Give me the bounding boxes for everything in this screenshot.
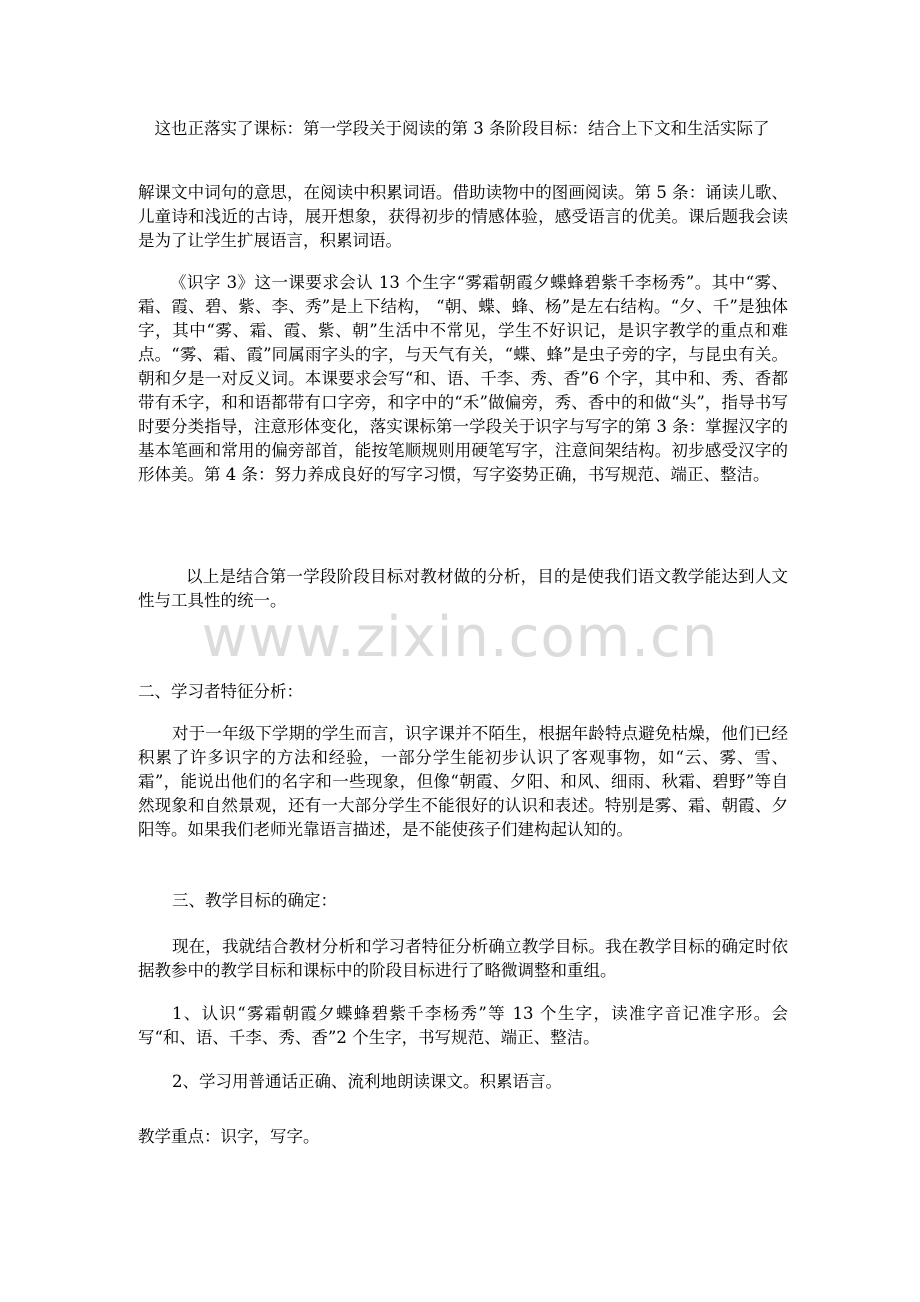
teaching-focus: 教学重点：识字，写字。 — [138, 1127, 320, 1146]
goal-item-2: 2、学习用普通话正确、流利地朗读课文。积累语言。 — [172, 1072, 562, 1091]
watermark: www.zixin.com.cn — [201, 605, 719, 670]
paragraph-learner-analysis: 对于一年级下学期的学生而言，识字课并不陌生，根据年龄特点避免枯燥，他们已经积累了许多识字的方法和经验，一部分学生能初步认识了客观事物，如“云、雾、雪、霜”，能说出他们的名字和一些现象，但像“朝霞、夕阳、和风、细雨、秋霜、碧野”等自然现象和自然景观，还有一大部分学生不能很好的认识和表述。特别是雾、霜、朝霞、夕阳等。如果我们老师光靠语言描述，是不能使孩子们建构起认知的。 — [138, 724, 788, 839]
paragraph-summary: 以上是结合第一学段阶段目标对教材做的分析，目的是使我们语文教学能达到人文性与工具性的统一。 — [138, 567, 788, 610]
goal-item-1: 1、认识“雾霜朝霞夕蝶蜂碧紫千李杨秀”等 13 个生字，读准字音记准字形。会写“和、语、千李、秀、香”2 个生字，书写规范、端正、整洁。 — [138, 1004, 788, 1047]
paragraph-goals-intro: 现在，我就结合教材分析和学习者特征分析确立教学目标。我在教学目标的确定时依据教参中的教学目标和课标中的阶段目标进行了略微调整和重组。 — [138, 937, 788, 980]
section-heading-teaching-goals: 三、教学目标的确定： — [172, 891, 337, 910]
section-heading-learner-analysis: 二、学习者特征分析： — [138, 682, 303, 701]
paragraph-lesson-analysis: 《识字 3》这一课要求会认 13 个生字“雾霜朝霞夕蝶蜂碧紫千李杨秀”。其中“雾、霜、霞、碧、紫、李、秀”是上下结构， “朝、蝶、蜂、杨”是左右结构。“夕、千”是独体字，其中“雾、霜、霞、紫、朝”生活中不常见，学生不好识记，是识字教学的重点和难点。“雾、霜、霞”同属雨字头的字，与天气有关，“蝶、蜂”是虫子旁的字，与昆虫有关。朝和夕是一对反义词。本课要求会写“和、语、千李、秀、香”6 个字，其中和、秀、香都带有禾字，和和语都带有口字旁，和字中的“禾”做偏旁，秀、香中的和做“头”，指导书写时要分类指导，注意形体变化，落实课标第一学段关于识字与写字的第 3 条：掌握汉字的基本笔画和常用的偏旁部首，能按笔顺规则用硬笔写字，注意间架结构。初步感受汉字的形体美。第 4 条：努力养成良好的写字习惯，写字姿势正确，书写规范、端正、整洁。 — [138, 273, 788, 484]
paragraph-word-meaning: 解课文中词句的意思，在阅读中积累词语。借助读物中的图画阅读。第 5 条：诵读儿歌、儿童诗和浅近的古诗，展开想象，获得初步的情感体验，感受语言的优美。课后题我会读是为了让学生扩展语言，积累词语。 — [138, 183, 788, 250]
paragraph-heading: 这也正落实了课标：第一学段关于阅读的第 3 条阶段目标：结合上下文和生活实际了 — [154, 119, 770, 138]
